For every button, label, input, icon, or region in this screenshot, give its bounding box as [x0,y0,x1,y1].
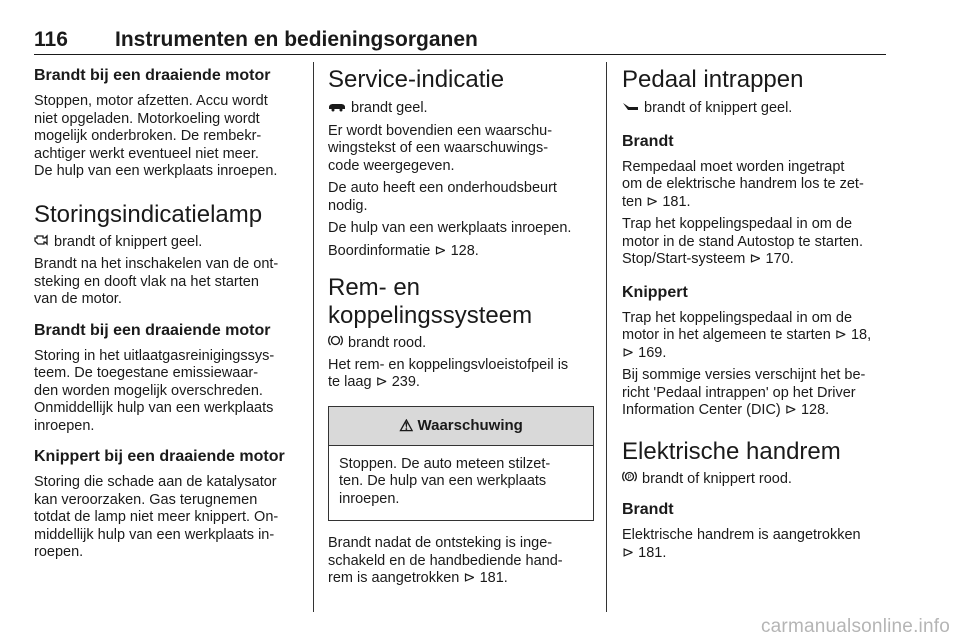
paragraph: De hulp van een werkplaats inroepen. [328,220,572,236]
heading-brandt-draaiende-motor: Brandt bij een draaiende motor [34,67,271,84]
heading-brandt-draaiende-motor: Brandt bij een draaiende motor [34,321,271,339]
lamp-text: brandt of knippert geel. [644,100,793,116]
lamp-line [622,470,890,489]
paragraph: Storing in het uitlaatgasreinigingssys- teem. De toegestane emissiewaar- den worden mogelijk overschreden. Onmiddellijk hulp van een werkplaats inroepen. [34,347,275,434]
paragraph: Brandt na het inschakelen van de ont- steking en dooft vlak na het starten van de motor. [34,256,279,307]
heading-brandt: Brandt [622,501,674,518]
paragraph: Trap het koppelingspedaal in om de motor in het algemeen te starten ⊳ 18, ⊳ 169. [622,309,872,361]
paragraph: Brandt nadat de ontsteking is inge- schakeld en de handbediende hand- rem is aangetrokken ⊳ 181. [328,535,563,586]
heading-pedaal-intrappen: Pedaal intrappen [622,66,804,93]
warning-text: Stoppen. De auto meteen stilzet- ten. De hulp van een werkplaats inroepen. [339,455,551,507]
column-2 [328,66,594,588]
warning-triangle-icon: ⚠ [399,417,414,435]
column-divider [313,62,314,612]
lamp-line [622,99,890,118]
svg-text:P: P [627,474,632,481]
page-header [34,28,886,55]
cross-reference[interactable]: Boordinformatie ⊳ 128. [328,242,479,259]
heading-knippert-draaiende-motor: Knippert bij een draaiende motor [34,448,285,465]
lamp-line [328,334,594,353]
heading-knippert: Knippert [622,283,688,301]
paragraph: Er wordt bovendien een waarschu- wingstekst of een waarschuwings- code weergegeven. [328,122,553,174]
paragraph: Het rem- en koppelingsvloeistofpeil is te laag ⊳ 239. [328,356,569,390]
heading-rem-koppelingssysteem: Rem- en koppelingssysteem [328,274,533,329]
column-1 [34,66,300,562]
pedal-icon [622,99,639,117]
paragraph: De auto heeft een onderhoudsbeurt nodig. [328,180,557,214]
brake-icon [328,334,343,352]
warning-title: Waarschuwing [417,417,523,434]
warning-header [329,407,593,446]
column-divider [606,62,607,612]
lamp-line [328,99,594,118]
wrench-car-icon [328,99,346,117]
heading-brandt: Brandt [622,132,674,150]
lamp-text: brandt of knippert rood. [642,470,792,487]
engine-icon [34,233,49,251]
warning-box [328,406,594,522]
lamp-text: brandt of knippert geel. [54,233,203,250]
paragraph: Rempedaal moet worden ingetrapt om de elektrische handrem los te zet- ten ⊳ 181. [622,158,864,210]
warning-body [329,446,593,521]
column-3 [622,66,890,562]
lamp-text: brandt rood. [348,335,427,351]
lamp-line [34,233,300,252]
watermark: carmanualsonline.info [760,616,950,637]
page-number: 116 [34,28,68,51]
paragraph: Bij sommige versies verschijnt het be- richt 'Pedaal intrappen' op het Driver Information Center (DIC) ⊳ 128. [622,367,866,418]
heading-elektrische-handrem: Elektrische handrem [622,437,841,465]
paragraph: Stoppen, motor afzetten. Accu wordt niet opgeladen. Motorkoeling wordt mogelijk onderbroken. De rembekr- achtiger werkt eventueel niet meer. De hulp van een werkplaats inroepen. [34,93,278,179]
lamp-text: brandt geel. [351,100,428,116]
paragraph: Elektrische handrem is aangetrokken ⊳ 181. [622,527,861,561]
paragraph: Storing die schade aan de katalysator kan veroorzaken. Gas terugnemen totdat de lamp niet meer knippert. On- middellijk hulp van een werkplaats in- roepen. [34,474,279,560]
paragraph: Trap het koppelingspedaal in om de motor in de stand Autostop te starten. Stop/Start-systeem ⊳ 170. [622,216,864,267]
parking-brake-icon [622,470,637,488]
heading-service-indicatie: Service-indicatie [328,66,505,93]
heading-storingsindicatielamp: Storingsindicatielamp [34,200,263,228]
page-title: Instrumenten en bedieningsorganen [115,28,478,51]
